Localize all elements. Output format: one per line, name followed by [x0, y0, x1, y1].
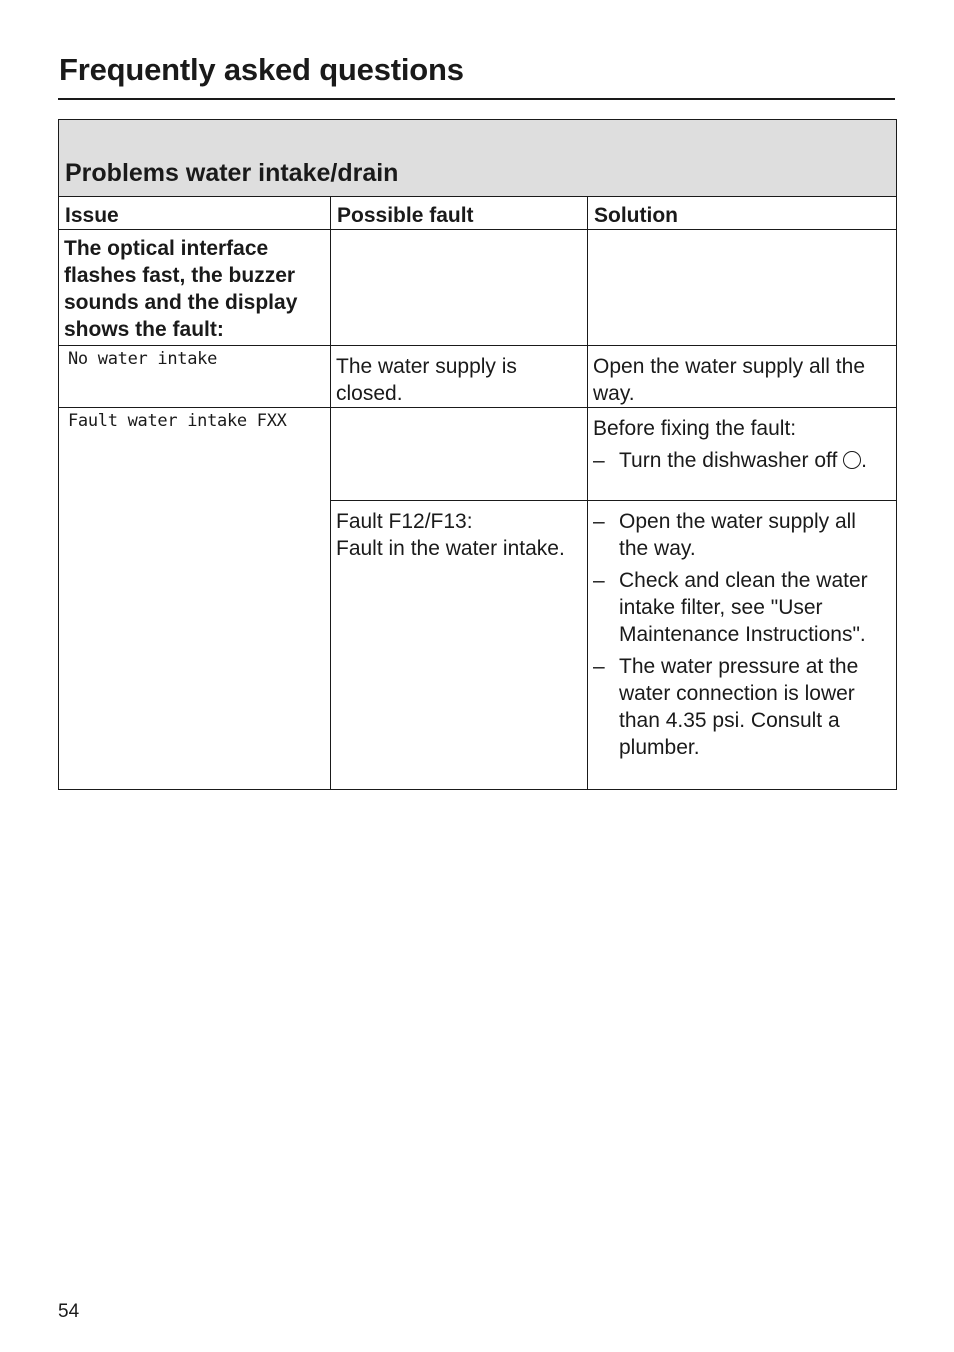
list-item: – The water pressure at the water connection is lower than 4.35 psi. Consult a plumber. [593, 653, 890, 761]
page-title: Frequently asked questions [59, 52, 464, 87]
fault-code: Fault F12/F13: [336, 510, 473, 533]
step-suffix: . [861, 449, 867, 472]
off-circle-icon [843, 451, 861, 469]
solution-fault-f12-f13 [588, 501, 897, 790]
step-text: Turn the dishwasher off [619, 449, 838, 472]
fault-text: The water supply is closed. [336, 355, 517, 405]
solution-before-fixing [588, 408, 897, 501]
list-item [593, 447, 890, 474]
column-header-row [59, 197, 897, 230]
before-fixing-steps [593, 447, 890, 474]
section-header [59, 120, 897, 197]
faq-table [58, 119, 897, 790]
section-title: Problems water intake/drain [65, 159, 399, 187]
list-item: – Check and clean the water intake filter, see "User Maintenance Instructions". [593, 567, 890, 648]
intro-fault-empty [331, 230, 588, 346]
column-header-issue: Issue [59, 197, 331, 230]
intro-issue: The optical interface flashes fast, the buzzer sounds and the display shows the fault: [59, 230, 331, 346]
column-header-solution: Solution [588, 197, 897, 230]
fault-water-supply-closed [331, 346, 588, 408]
intro-solution-empty [588, 230, 897, 346]
table-row-intro [59, 230, 897, 346]
display-message-no-water-intake: No water intake [59, 346, 331, 408]
display-message-fault-water-intake: Fault water intake FXX [59, 408, 331, 790]
table-row-fault-water-intake-pre [59, 408, 897, 501]
column-header-possible-fault: Possible fault [331, 197, 588, 230]
title-rule [58, 98, 895, 100]
fault-f12-f13 [331, 501, 588, 790]
fault-description: Fault in the water intake. [336, 537, 565, 560]
table-row-no-water-intake [59, 346, 897, 408]
list-item: – Open the water supply all the way. [593, 508, 890, 562]
pre-fault-empty [331, 408, 588, 501]
solution-text: Open the water supply all the way. [593, 355, 865, 405]
page-number: 54 [58, 1301, 80, 1322]
before-fixing-heading: Before fixing the fault: [593, 417, 797, 440]
solution-steps [593, 506, 890, 761]
solution-open-water-supply [588, 346, 897, 408]
